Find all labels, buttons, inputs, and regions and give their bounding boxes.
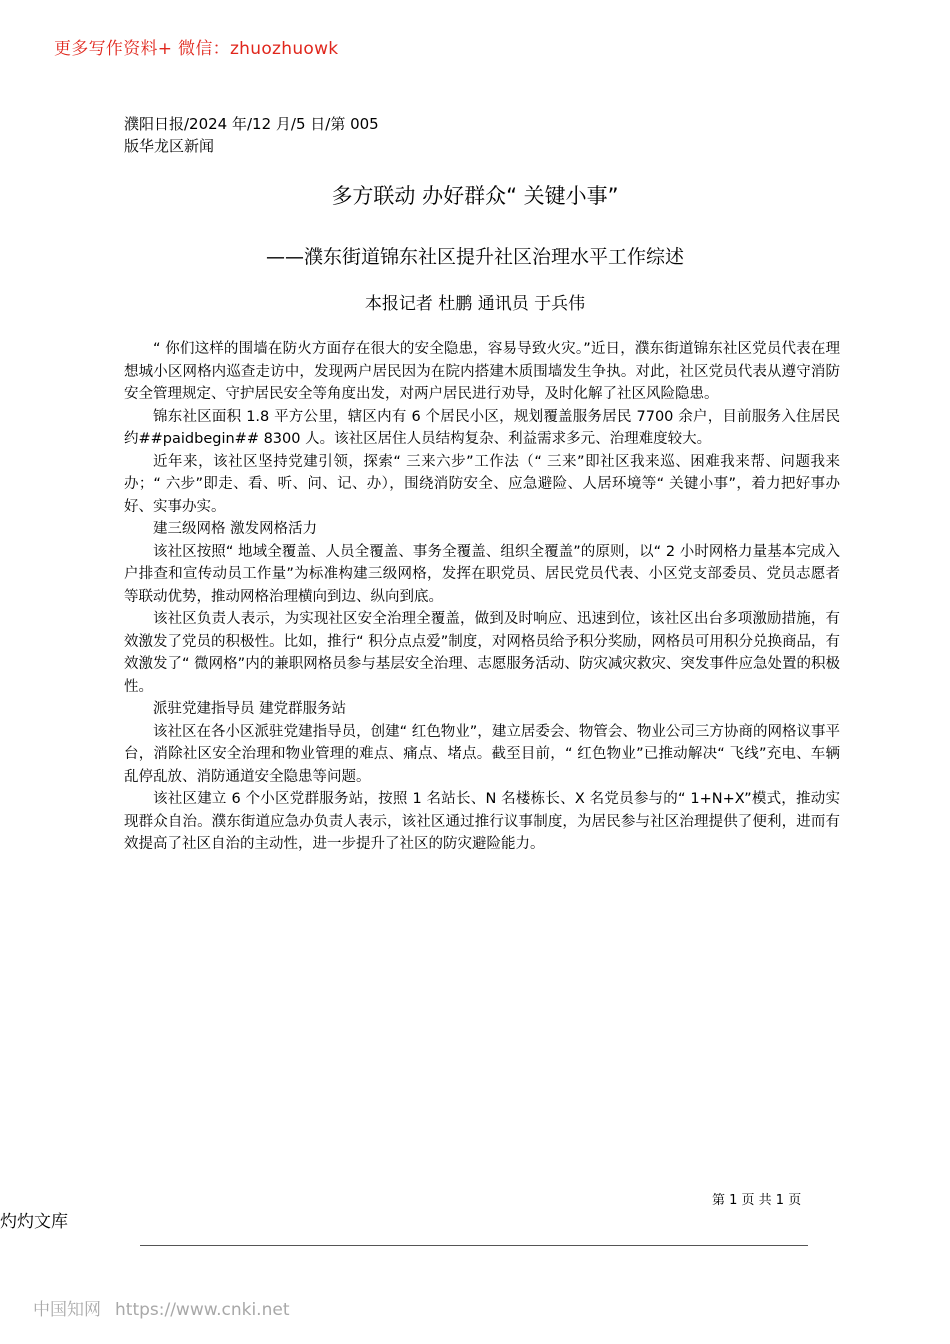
article-title: 多方联动 办好群众“ 关键小事” [331,184,619,208]
paragraph: “ 你们这样的围墙在防火方面存在很大的安全隐患，容易导致火灾。”近日，濮东街道锦东社区党员代表在理想城小区网格内巡查走访中，发现两户居民因为在院内搭建木质围墙发生争执。对此，社区党员代表从遵守消防安全管理规定、守护居民安全等角度出发，对两户居民进行劝导，及时化解了社区风险隐患。 [124,341,840,402]
paragraph: 近年来，该社区坚持党建引领，探索“ 三来六步”工作法（“ 三来”即社区我来巡、困难我来帮、问题我来办；“ 六步”即走、看、听、问、记、办），围绕消防安全、应急避险、人居环境等“ 关键小事”，着力把好事办好、实事办实。 [124,453,840,515]
paragraph: 该社区在各小区派驻党建指导员，创建“ 红色物业”，建立居委会、物管会、物业公司三方协商的网格议事平台，消除社区安全治理和物业管理的难点、痛点、堵点。截至目前，“ 红色物业”已推动解决“ 飞线”充电、车辆乱停乱放、消防通道安全隐患等问题。 [124,723,840,785]
article-subtitle: ——濮东街道锦东社区提升社区治理水平工作综述 [265,246,684,268]
watermark-site: 中国知网 [33,1300,101,1320]
section-heading: 建三级网格 激发网格活力 [153,521,318,537]
cnki-watermark [33,1295,303,1320]
section-heading: 派驻党建指导员 建党群服务站 [153,701,347,717]
article-byline: 本报记者 杜鹏 通讯员 于兵伟 [364,294,586,314]
source-info [124,113,379,157]
paragraph: 该社区负责人表示，为实现社区安全治理全覆盖，做到及时响应、迅速到位，该社区出台多项激励措施，有效激发了党员的积极性。比如，推行“ 积分点点爱”制度，对网格员给予积分奖励，网格员可用积分兑换商品，有效激发了“ 微网格”内的兼职网格员参与基层安全治理、志愿服务活动、防灾减灾救灾、突发事件应急处置的积极性。 [124,611,840,695]
paragraph: 锦东社区面积 1.8 平方公里，辖区内有 6 个居民小区，规划覆盖服务居民 7700 余户，目前服务入住居民约##paidbegin## 8300 人。该社区居住人员结构复杂、利益需求多元、治理难度较大。 [124,408,840,447]
paragraph: 该社区建立 6 个小区党群服务站，按照 1 名站长、N 名楼栋长、X 名党员参与的“ 1+N+X”模式，推动实现群众自治。濮东街道应急办负责人表示，该社区通过推行议事制度，为居民参与社区治理提供了便利，进而有效提高了社区自治的主动性，进一步提升了社区的防灾避险能力。 [124,791,840,852]
source-line-1: 濮阳日报/2024 年/12 月/5 日/第 005 [124,115,379,133]
watermark-url: https://www.cnki.net [115,1300,290,1320]
page-number: 第 1 页 共 1 页 [712,1193,802,1208]
footer-divider [140,1245,808,1246]
source-line-2: 版华龙区新闻 [124,137,215,155]
paragraph: 该社区按照“ 地域全覆盖、人员全覆盖、事务全覆盖、组织全覆盖”的原则，以“ 2 小时网格力量基本完成入户排查和宣传动员工作量”为标准构建三级网格，发挥在职党员、居民党员代表、小区党支部委员、党员志愿者等联动优势，推动网格治理横向到边、纵向到底。 [124,543,840,605]
library-name: 灼灼文库 [0,1212,68,1232]
article-body [124,338,840,856]
promo-banner: 更多写作资料+ 微信：zhuozhuowk [54,39,339,59]
